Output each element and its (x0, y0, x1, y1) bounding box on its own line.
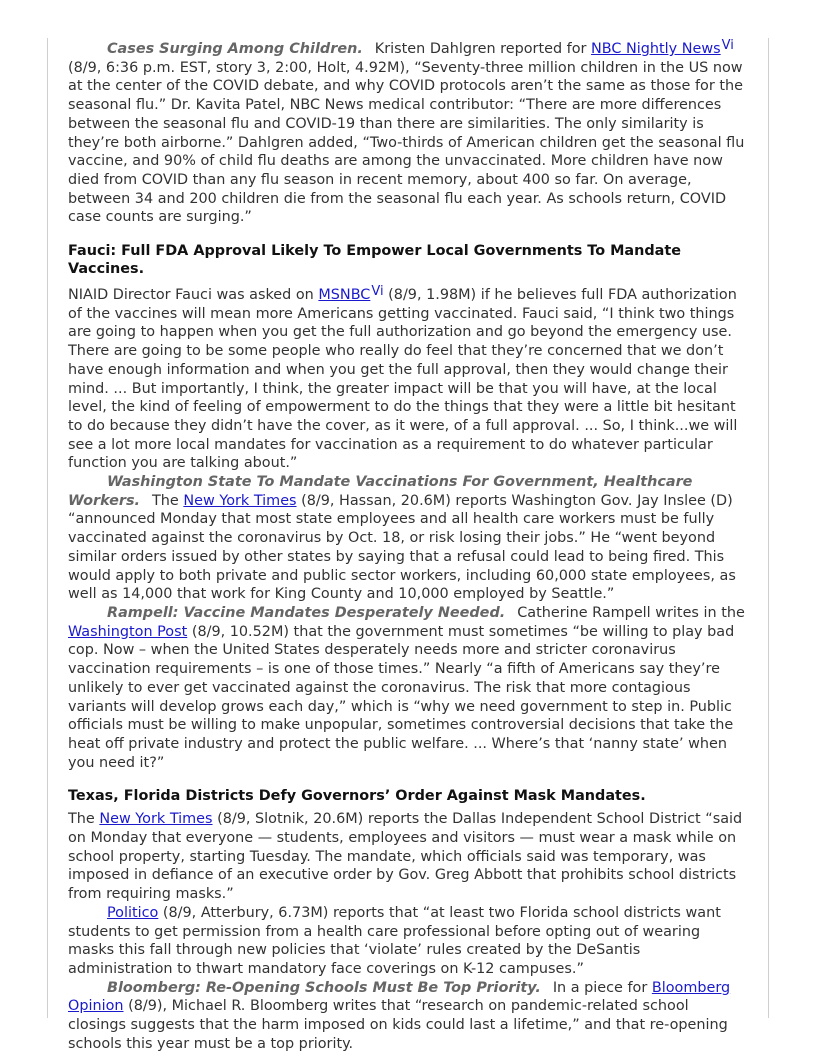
headline-fauci: Fauci: Full FDA Approval Likely To Empower Local Governments To Mandate Vaccines. (68, 243, 682, 278)
story-lead: Cases Surging Among Children. (107, 41, 363, 57)
video-icon-link[interactable]: Vi (371, 284, 384, 300)
washington-post-link[interactable]: Washington Post (68, 623, 188, 640)
politico-link[interactable]: Politico (107, 904, 159, 921)
story-lead: Washington State To Mandate Vaccinations For Government, Healthcare Workers. (68, 474, 693, 509)
msnbc-link[interactable]: MSNBC (318, 287, 371, 304)
paragraph-cases-surging: Cases Surging Among Children. Kristen Dahlgren reported for NBC Nightly NewsVi (8/9, 6:36 p.m. EST, story 3, 2:00, Holt, 4.92M), “Seventy-three million children in the US now at the center of the COVID debate, and why COVID protocols aren’t the same as those for the seasonal flu.” Dr. Kavita Patel, NBC News medical contributor: “There are more differences between the seasonal flu and COVID-19 than there are similarities. The only similarity is they’re both airborne.” Dahlgren added, “Two-thirds of American children get the seasonal flu vaccine, and 90% of child flu deaths are among the unvaccinated. More children have now died from COVID than any flu season in recent memory, about 400 so far. On average, between 34 and 200 children die from the seasonal flu each year. As schools return, COVID case counts are surging.” (68, 38, 745, 226)
paragraph-politico: Politico (8/9, Atterbury, 6.73M) reports that “at least two Florida school districts want students to get permission from a health care professional before opting out of wearing masks this fall through new policies that ‘violate’ rules created by the DeSantis administration to thwart mandatory face coverings on K-12 campuses.” (68, 904, 721, 977)
story-lead: Rampell: Vaccine Mandates Desperately Needed. (107, 604, 506, 621)
nbc-nightly-news-link[interactable]: NBC Nightly News (591, 41, 721, 57)
paragraph-dallas: The New York Times (8/9, Slotnik, 20.6M) reports the Dallas Independent School District “said on Monday that everyone — students, employees and visitors — must wear a mask while on school property, starting Tuesday. The mandate, which officials said was temporary, was imposed in defiance of an executive order by Gov. Greg Abbott that prohibits school districts from requiring masks.” (68, 811, 743, 903)
new-york-times-link[interactable]: New York Times (99, 811, 213, 828)
paragraph-bloomberg: Bloomberg: Re-Opening Schools Must Be Top Priority. In a piece for Bloomberg Opinion (8/9), Michael R. Bloomberg writes that “research on pandemic-related school closings suggests that the harm imposed on kids could last a lifetime,” and that re-opening schools this year must be a top priority. (68, 979, 731, 1052)
paragraph-rampell: Rampell: Vaccine Mandates Desperately Needed. Catherine Rampell writes in the Washington Post (8/9, 10.52M) that the government must sometimes “be willing to play bad cop. Now – when the United States desperately needs more and stricter coronavirus vaccination requirements – is one of those times.” Nearly “a fifth of Americans say they’re unlikely to ever get vaccinated against the coronavirus. The risk that more contagious variants will develop grows each day,” which is “why we need government to step in. Public officials must be willing to make unpopular, sometimes controversial decisions that take the heat off private industry and protect the public welfare. ... Where’s that ‘nanny state’ when you need it?” (68, 604, 745, 771)
headline-mask-mandates: Texas, Florida Districts Defy Governors’ Order Against Mask Mandates. (68, 788, 646, 805)
video-icon-link[interactable]: Vi (721, 38, 734, 53)
new-york-times-link[interactable]: New York Times (183, 492, 297, 509)
paragraph-fauci: NIAID Director Fauci was asked on MSNBCVi (8/9, 1.98M) if he believes full FDA authorization of the vaccines will mean more Americans getting vaccinated. Fauci said, “I think two things are going to happen when you get the full authorization and go beyond the emergency use. There are going to be some people who really do feel that they’re concerned that we don’t have enough information and when you get the full approval, then they would change their mind. ... But importantly, I think, the greater impact will be that you will have, at the local level, the kind of feeling of empowerment to do the things that they were a little bit hesitant to do because they didn’t have the cover, as it were, of a full approval. ... So, I think...we will see a lot more local mandates for vaccination as a requirement to do whatever particular function you are talking about.” (68, 284, 738, 472)
newsletter-content (68, 37, 748, 1053)
left-margin-rule (47, 38, 48, 1018)
right-margin-rule (768, 38, 769, 1018)
story-lead: Bloomberg: Re-Opening Schools Must Be Top Priority. (107, 979, 541, 996)
paragraph-washington-mandate: Washington State To Mandate Vaccinations For Government, Healthcare Workers. The New York Times (8/9, Hassan, 20.6M) reports Washington Gov. Jay Inslee (D) “announced Monday that most state employees and all health care workers must be fully vaccinated against the coronavirus by Oct. 18, or risk losing their jobs.” He “went beyond similar orders issued by other states by saying that a refusal could lead to being fired. This would apply to both private and public sector workers, including 60,000 state employees, as well as 14,000 that work for King County and 10,000 employed by Seattle.” (68, 474, 736, 603)
bloomberg-opinion-link[interactable]: Bloomberg Opinion (68, 979, 731, 1015)
